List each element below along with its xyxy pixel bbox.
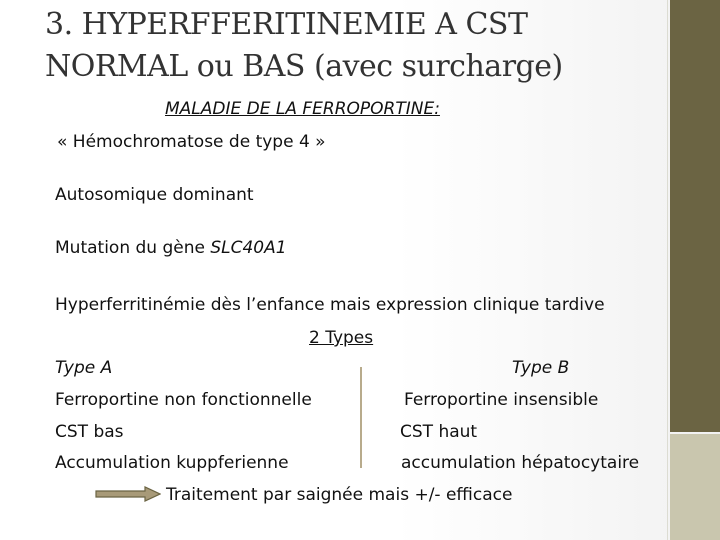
type-b-label: Type B [512, 358, 570, 378]
transmission-text: Autosomique dominant [55, 185, 254, 205]
mutation-gene: SLC40A1 [210, 238, 287, 258]
sidebar-accent-dark [670, 0, 720, 432]
treatment-text: Traitement par saignée mais +/- efficace [166, 485, 513, 505]
type-a-line2: CST bas [55, 422, 124, 442]
types-divider [360, 367, 362, 468]
hyperferritinemia-text: Hyperferritinémie dès l’enfance mais expression clinique tardive [55, 295, 605, 315]
type-b-line3: accumulation hépatocytaire [401, 453, 640, 473]
type-b-line1: Ferroportine insensible [404, 390, 599, 410]
type-a-line3: Accumulation kuppferienne [55, 453, 289, 473]
mutation-prefix: Mutation du gène [55, 238, 211, 258]
type-b-line2: CST haut [400, 422, 478, 442]
slide-title-line2: NORMAL ou BAS (avec surcharge) [45, 49, 563, 84]
right-arrow-icon [95, 486, 161, 502]
sidebar-accent-light [670, 434, 720, 540]
subtitle: MALADIE DE LA FERROPORTINE: [165, 99, 440, 119]
slide-title [45, 4, 645, 88]
type-a-label: Type A [55, 358, 113, 378]
alias-text: « Hémochromatose de type 4 » [57, 132, 326, 152]
slide-title-line1: 3. HYPERFFERITINEMIE A CST [45, 7, 528, 42]
type-a-line1: Ferroportine non fonctionnelle [55, 390, 312, 410]
mutation-text [55, 237, 287, 259]
types-heading: 2 Types [309, 328, 374, 348]
sidebar-divider-line [667, 0, 668, 540]
